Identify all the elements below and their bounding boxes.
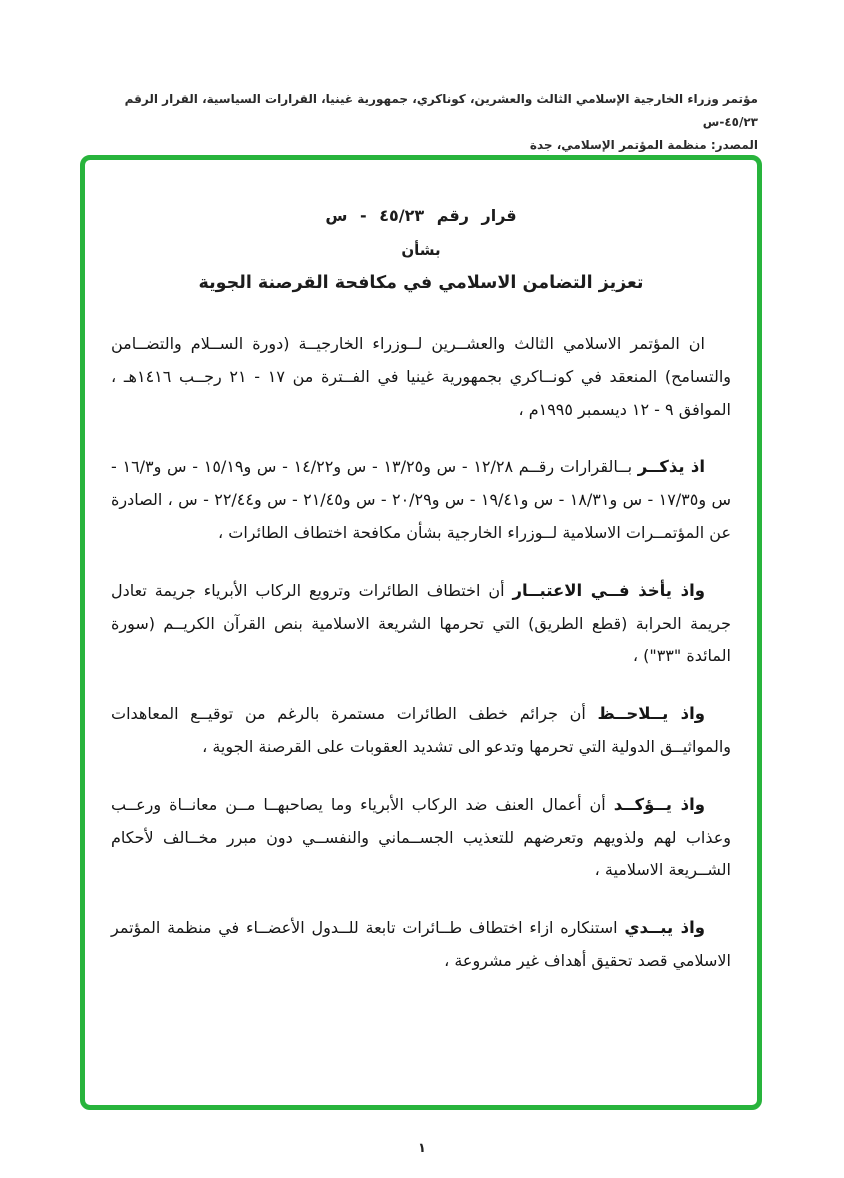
document-source-header (96, 88, 758, 156)
paragraph-taking-into-account (111, 574, 731, 673)
header-line-2: المصدر: منظمة المؤتمر الإسلامي، جدة (529, 137, 758, 152)
header-line-1: مؤتمر وزراء الخارجية الإسلامي الثالث والعشرين، كوناكري، جمهورية غينيا، القرارات السياسية، القرار الرقم ٤٥/٢٣-س (124, 92, 758, 129)
page-number: ١ (418, 1141, 426, 1156)
paragraph-text: أن اختطاف الطائرات وترويع الركاب الأبرياء جريمة تعادل جريمة الحرابة (قطع الطريق) التي تحرمها الشريعة الاسلامية بنص القرآن الكريــم (سورة المائدة "٣٣") ، (111, 580, 731, 666)
paragraph-affirming (111, 788, 731, 887)
paragraph-lead: واذ يــؤكــد (613, 794, 705, 814)
paragraph-lead: واذ يــلاحــظ (597, 704, 705, 724)
resolution-subject: تعزيز التضامن الاسلامي في مكافحة القرصنة الجوية (198, 273, 644, 293)
paragraph-lead: واذ يبــدي (624, 918, 705, 938)
content-frame (80, 155, 762, 1110)
paragraph-preamble (111, 327, 731, 426)
paragraph-lead: اذ يذكــر (637, 457, 706, 477)
paragraph-noting (111, 697, 731, 764)
paragraph-text: أن جرائم خطف الطائرات مستمرة بالرغم من توقيــع المعاهدات والمواثيــق الدولية التي تحرمها وتدعو الى تشديد العقوبات على القرصنة الجوية ، (111, 704, 731, 757)
resolution-number: قرار رقم ٤٥/٢٣ - س (325, 206, 517, 225)
paragraph-text: استنكاره ازاء اختطاف طــائرات تابعة للــدول الأعضــاء في منظمة المؤتمر الاسلامي قصد تحقيق أهداف غير مشروعة ، (111, 918, 731, 971)
paragraph-denouncing (111, 911, 731, 978)
paragraph-text: أن أعمال العنف ضد الركاب الأبرياء وما يصاحبهــا مــن معانــاة ورعــب وعذاب لهم ولذويهم وتعرضهم للتعذيب الجســماني والنفســي دون مبرر مخــالف لأحكام الشــريعة الاسلامية ، (111, 794, 731, 880)
resolution-body (111, 327, 731, 978)
subject-label: بشأن (401, 241, 441, 259)
paragraph-lead: واذ يأخذ فــي الاعتبــار (512, 580, 705, 600)
paragraph-text: بــالقرارات رقــم ١٢/٢٨ - س و١٣/٢٥ - س و١٤/٢٢ - س و١٥/١٩ - س و١٦/٣ - س و١٧/٣٥ - س و١٨/٣١ - س و١٩/٤١ - س و٢٠/٢٩ - س و٢١/٤٥ - س و٢٢/٤٤ - س ، الصادرة عن المؤتمــرات الاسلامية لــوزراء الخارجية بشأن مكافحة اختطاف الطائرات ، (111, 457, 731, 543)
paragraph-text: ان المؤتمر الاسلامي الثالث والعشــرين لــوزراء الخارجيــة (دورة الســلام والتضــامن والتسامح) المنعقد في كونــاكري بجمهورية غينيا في الفــترة من ١٧ - ٢١ رجــب ١٤١٦هـ ، الموافق ٩ - ١٢ ديسمبر ١٩٩٥م ، (111, 334, 732, 419)
paragraph-recalling (111, 450, 731, 549)
